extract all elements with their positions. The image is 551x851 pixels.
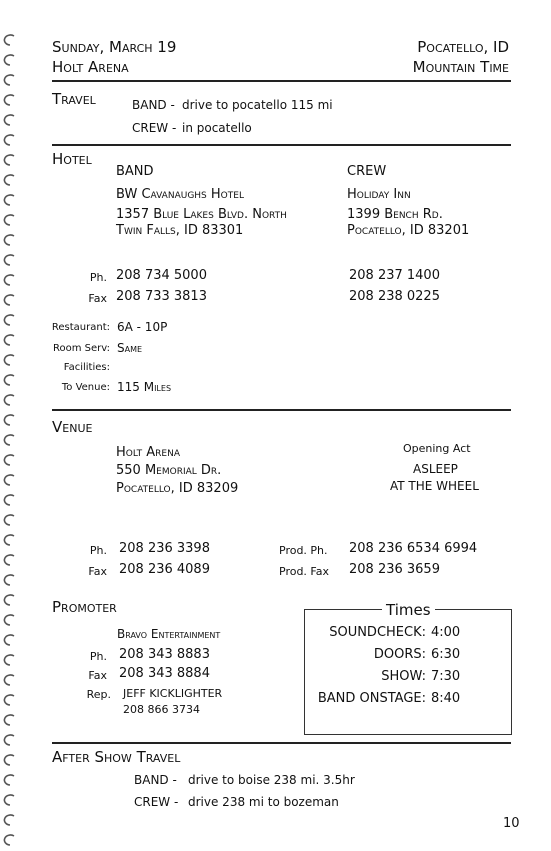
soundcheck-label: SOUNDCHECK:	[329, 625, 426, 640]
timezone-header: Mountain Time	[412, 58, 509, 76]
promoter-name: Bravo Entertainment	[117, 627, 221, 641]
venue-name: Holt Arena	[116, 445, 180, 460]
hotel-band-fax: 208 733 3813	[116, 289, 207, 304]
prod-fax-label: Prod. Fax	[279, 565, 329, 578]
roomserv-value: Same	[117, 341, 143, 355]
promoter-rep-name: JEFF KICKLIGHTER	[123, 687, 223, 700]
header-divider	[52, 80, 511, 82]
venue-fax: 208 236 4089	[119, 562, 210, 577]
times-title: Times	[382, 603, 435, 618]
hotel-band-city: Twin Falls, ID 83301	[116, 223, 244, 238]
prod-phone: 208 236 6534 6994	[349, 541, 478, 556]
hotel-divider	[52, 409, 511, 411]
show-time: 7:30	[431, 669, 461, 684]
band-onstage-time: 8:40	[431, 691, 461, 706]
travel-band-label: BAND -	[132, 98, 175, 112]
after-show-title: After Show Travel	[52, 748, 181, 766]
opening-act-label: Opening Act	[403, 442, 471, 455]
travel-band-text: drive to pocatello 115 mi	[182, 98, 333, 112]
hotel-band-name: BW Cavanaughs Hotel	[116, 187, 244, 202]
roomserv-label: Room Serv:	[52, 343, 110, 354]
hotel-title: Hotel	[52, 150, 92, 168]
show-date: Sunday, March 19	[52, 38, 177, 56]
doors-label: DOORS:	[373, 647, 426, 662]
promoter-title: Promoter	[52, 598, 117, 616]
spiral-binding	[0, 0, 18, 851]
hotel-fax-label: Fax	[88, 292, 107, 305]
travel-divider	[52, 144, 511, 146]
venue-title: Venue	[52, 418, 93, 436]
after-show-band-text: drive to boise 238 mi. 3.5hr	[188, 773, 355, 787]
prod-fax: 208 236 3659	[349, 562, 440, 577]
opening-act-line2: AT THE WHEEL	[390, 479, 479, 493]
venue-name-header: Holt Arena	[52, 58, 129, 76]
venue-address: 550 Memorial Dr.	[116, 463, 222, 478]
show-label: SHOW:	[381, 669, 426, 684]
doors-time: 6:30	[431, 647, 461, 662]
travel-crew-label: CREW -	[132, 121, 177, 135]
promoter-phone: 208 343 8883	[119, 647, 210, 662]
venue-ph-label: Ph.	[89, 544, 107, 557]
promoter-ph-label: Ph.	[89, 650, 107, 663]
hotel-band-label: BAND	[116, 164, 154, 179]
tovenue-label: To Venue:	[61, 382, 110, 393]
facilities-label: Facilities:	[63, 362, 110, 373]
opening-act-line1: ASLEEP	[413, 462, 458, 476]
restaurant-value: 6A - 10P	[117, 320, 168, 334]
promoter-rep-phone: 208 866 3734	[123, 703, 200, 716]
city-header: Pocatello, ID	[417, 38, 509, 56]
hotel-band-address: 1357 Blue Lakes Blvd. North	[116, 207, 287, 222]
promoter-fax-label: Fax	[88, 669, 107, 682]
venue-city: Pocatello, ID 83209	[116, 481, 239, 496]
promoter-divider	[52, 742, 511, 744]
soundcheck-time: 4:00	[431, 625, 461, 640]
travel-crew-text: in pocatello	[182, 121, 252, 135]
band-onstage-label: BAND ONSTAGE:	[317, 691, 426, 706]
promoter-fax: 208 343 8884	[119, 666, 210, 681]
hotel-crew-label: CREW	[347, 164, 387, 179]
hotel-ph-label: Ph.	[89, 271, 107, 284]
hotel-crew-name: Holiday Inn	[347, 187, 411, 202]
page-number: 10	[503, 816, 520, 831]
hotel-crew-fax: 208 238 0225	[349, 289, 440, 304]
hotel-crew-city: Pocatello, ID 83201	[347, 223, 470, 238]
travel-title: Travel	[52, 90, 96, 108]
promoter-rep-label: Rep.	[86, 688, 111, 701]
hotel-crew-address: 1399 Bench Rd.	[347, 207, 443, 222]
hotel-crew-phone: 208 237 1400	[349, 268, 440, 283]
venue-fax-label: Fax	[88, 565, 107, 578]
venue-phone: 208 236 3398	[119, 541, 210, 556]
prod-ph-label: Prod. Ph.	[279, 544, 328, 557]
after-show-crew-text: drive 238 mi to bozeman	[188, 795, 339, 809]
tovenue-value: 115 Miles	[117, 380, 172, 394]
after-show-band-label: BAND -	[134, 773, 177, 787]
hotel-band-phone: 208 734 5000	[116, 268, 207, 283]
restaurant-label: Restaurant:	[51, 322, 110, 333]
after-show-crew-label: CREW -	[134, 795, 179, 809]
